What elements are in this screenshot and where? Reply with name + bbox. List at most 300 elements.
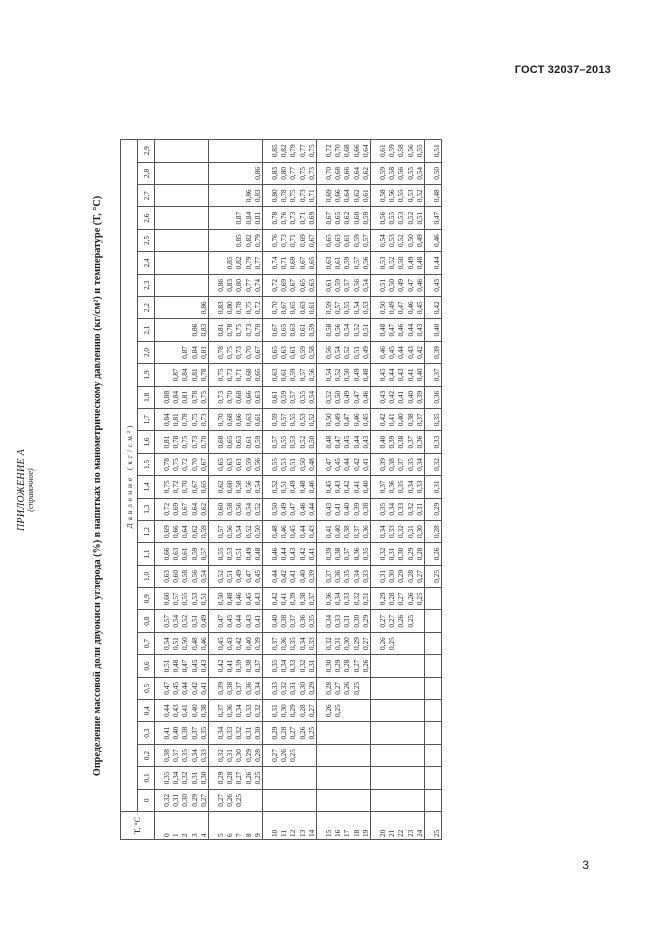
co2-value-cell: 0,63 xyxy=(171,543,180,565)
co2-value-cell: 0,47 xyxy=(432,207,442,229)
co2-value-cell: 0,35 xyxy=(361,543,371,565)
co2-value-cell: 0,32 xyxy=(180,767,189,789)
co2-value-cell xyxy=(333,744,342,766)
co2-value-cell: 0,65 xyxy=(270,341,279,363)
co2-value-cell: 0,55 xyxy=(216,543,225,565)
co2-value-cell: 0,58 xyxy=(396,139,405,162)
co2-value-cell: 0,27 xyxy=(288,722,297,744)
co2-value-cell: 0,49 xyxy=(406,252,415,274)
co2-value-cell: 0,47 xyxy=(352,386,361,408)
co2-value-cell: 0,81 xyxy=(180,386,189,408)
co2-value-cell: 0,41 xyxy=(180,700,189,722)
co2-value-cell: 0,56 xyxy=(234,498,243,520)
co2-value-cell: 0,50 xyxy=(333,386,342,408)
group-spacer xyxy=(263,139,271,839)
co2-value-cell: 0,75 xyxy=(171,453,180,475)
co2-value-cell: 0,84 xyxy=(171,386,180,408)
co2-value-cell: 0,56 xyxy=(333,319,342,341)
co2-value-cell: 0,47 xyxy=(387,319,396,341)
co2-value-cell: 0,73 xyxy=(288,207,297,229)
co2-value-cell: 0,66 xyxy=(171,520,180,542)
co2-value-cell: 0,32 xyxy=(324,632,333,654)
co2-value-cell: 0,46 xyxy=(307,476,317,498)
temperature-cell: 10 xyxy=(270,812,279,840)
co2-value-cell: 0,50 xyxy=(307,431,317,453)
co2-value-cell: 0,78 xyxy=(190,386,199,408)
co2-value-cell: 0,82 xyxy=(279,139,288,162)
co2-value-cell: 0,34 xyxy=(234,700,243,722)
co2-value-cell: 0,26 xyxy=(298,722,307,744)
co2-value-cell: 0,63 xyxy=(333,229,342,251)
co2-value-cell: 0,31 xyxy=(225,744,234,766)
co2-value-cell: 0,75 xyxy=(180,431,189,453)
co2-value-cell: 0,43 xyxy=(333,476,342,498)
pressure-value: 2,4 xyxy=(138,252,155,274)
co2-value-cell: 0,82 xyxy=(244,229,253,251)
co2-value-cell: 0,31 xyxy=(288,677,297,699)
co2-value-cell: 0,75 xyxy=(244,297,253,319)
co2-value-cell: 0,34 xyxy=(415,453,425,475)
co2-value-cell xyxy=(234,185,243,207)
co2-value-cell: 0,38 xyxy=(298,588,307,610)
co2-value-cell: 0,61 xyxy=(244,431,253,453)
co2-value-cell xyxy=(333,789,342,811)
co2-value-cell: 0,54 xyxy=(415,162,425,184)
co2-value-cell: 0,55 xyxy=(342,297,351,319)
co2-value-cell: 0,28 xyxy=(253,744,263,766)
pressure-value: 2,9 xyxy=(138,139,155,162)
co2-value-cell: 0,27 xyxy=(307,700,317,722)
co2-value-cell xyxy=(396,722,405,744)
table-body xyxy=(155,139,442,839)
co2-value-cell xyxy=(162,162,171,184)
co2-value-cell: 0,83 xyxy=(253,185,263,207)
co2-value-cell: 0,63 xyxy=(324,252,333,274)
co2-value-cell xyxy=(432,632,442,654)
co2-value-cell: 0,52 xyxy=(406,207,415,229)
co2-value-cell xyxy=(216,185,225,207)
co2-value-cell: 0,57 xyxy=(216,520,225,542)
co2-value-cell: 0,36 xyxy=(244,677,253,699)
co2-value-cell: 0,46 xyxy=(415,274,425,296)
co2-value-cell: 0,74 xyxy=(270,252,279,274)
co2-value-cell xyxy=(387,677,396,699)
co2-value-cell xyxy=(406,789,415,811)
co2-value-cell: 0,42 xyxy=(378,408,387,430)
pressure-value: 2,3 xyxy=(138,274,155,296)
co2-value-cell: 0,62 xyxy=(199,498,209,520)
co2-value-cell: 0,56 xyxy=(253,453,263,475)
co2-value-cell: 0,64 xyxy=(190,498,199,520)
pressure-value: 0,3 xyxy=(138,722,155,744)
pressure-value: 1,7 xyxy=(138,408,155,430)
co2-value-cell: 0,54 xyxy=(171,610,180,632)
co2-value-cell: 0,42 xyxy=(298,543,307,565)
co2-value-cell: 0,56 xyxy=(378,207,387,229)
co2-value-cell: 0,53 xyxy=(288,431,297,453)
table-row xyxy=(199,139,209,839)
co2-value-cell: 0,61 xyxy=(270,386,279,408)
pressure-value: 1,3 xyxy=(138,498,155,520)
co2-value-cell: 0,85 xyxy=(234,229,243,251)
co2-value-cell: 0,44 xyxy=(234,610,243,632)
temperature-cell: 24 xyxy=(415,812,425,840)
co2-value-cell xyxy=(415,722,425,744)
co2-value-cell: 0,70 xyxy=(225,386,234,408)
co2-value-cell xyxy=(307,767,317,789)
co2-value-cell: 0,41 xyxy=(162,722,171,744)
co2-value-cell: 0,65 xyxy=(298,274,307,296)
co2-value-cell: 0,60 xyxy=(162,588,171,610)
co2-value-cell: 0,56 xyxy=(361,252,371,274)
pressure-values-row xyxy=(138,139,155,839)
co2-value-cell: 0,83 xyxy=(216,297,225,319)
co2-value-cell xyxy=(162,185,171,207)
co2-value-cell: 0,45 xyxy=(387,341,396,363)
co2-value-cell: 0,48 xyxy=(432,185,442,207)
co2-value-cell: 0,29 xyxy=(406,543,415,565)
pressure-value: 0,5 xyxy=(138,677,155,699)
co2-value-cell: 0,65 xyxy=(333,207,342,229)
page-number: 3 xyxy=(582,858,589,872)
co2-value-cell: 0,37 xyxy=(324,565,333,587)
co2-value-cell: 0,30 xyxy=(396,543,405,565)
co2-value-cell: 0,51 xyxy=(288,453,297,475)
co2-value-cell: 0,67 xyxy=(270,319,279,341)
co2-value-cell: 0,70 xyxy=(180,476,189,498)
co2-value-cell: 0,25 xyxy=(288,744,297,766)
co2-value-cell xyxy=(180,252,189,274)
co2-value-cell: 0,29 xyxy=(378,588,387,610)
co2-value-cell: 0,58 xyxy=(324,319,333,341)
co2-value-cell: 0,52 xyxy=(352,319,361,341)
co2-value-cell xyxy=(342,789,351,811)
co2-value-cell: 0,72 xyxy=(324,139,333,162)
co2-value-cell: 0,54 xyxy=(244,498,253,520)
co2-value-cell: 0,29 xyxy=(190,789,199,811)
co2-value-cell: 0,49 xyxy=(333,408,342,430)
co2-value-cell: 0,64 xyxy=(352,162,361,184)
co2-value-cell: 0,40 xyxy=(171,722,180,744)
co2-value-cell: 0,34 xyxy=(190,744,199,766)
co2-value-cell: 0,72 xyxy=(171,476,180,498)
co2-value-cell: 0,40 xyxy=(190,700,199,722)
co2-value-cell: 0,50 xyxy=(324,408,333,430)
pressure-value: 2,1 xyxy=(138,319,155,341)
co2-value-cell: 0,50 xyxy=(342,364,351,386)
co2-value-cell: 0,47 xyxy=(333,431,342,453)
co2-value-cell: 0,73 xyxy=(279,229,288,251)
co2-value-cell xyxy=(180,274,189,296)
co2-value-cell: 0,54 xyxy=(342,319,351,341)
co2-value-cell: 0,33 xyxy=(199,744,209,766)
table-row xyxy=(234,139,243,839)
co2-value-cell: 0,54 xyxy=(234,520,243,542)
co2-value-cell: 0,86 xyxy=(190,319,199,341)
co2-value-cell xyxy=(387,744,396,766)
co2-value-cell: 0,47 xyxy=(406,274,415,296)
co2-value-cell xyxy=(171,185,180,207)
co2-value-cell: 0,67 xyxy=(279,297,288,319)
co2-value-cell: 0,52 xyxy=(396,229,405,251)
co2-value-cell: 0,68 xyxy=(244,364,253,386)
co2-value-cell: 0,75 xyxy=(162,476,171,498)
co2-value-cell: 0,45 xyxy=(415,297,425,319)
temperature-cell: 13 xyxy=(298,812,307,840)
co2-value-cell: 0,48 xyxy=(378,319,387,341)
co2-value-cell: 0,56 xyxy=(396,162,405,184)
co2-value-cell: 0,40 xyxy=(270,610,279,632)
co2-value-cell: 0,57 xyxy=(333,297,342,319)
pressure-value: 1,0 xyxy=(138,565,155,587)
co2-value-cell: 0,27 xyxy=(415,565,425,587)
co2-value-cell xyxy=(352,700,361,722)
co2-value-cell: 0,71 xyxy=(234,364,243,386)
co2-value-cell: 0,72 xyxy=(162,498,171,520)
co2-value-cell: 0,39 xyxy=(234,655,243,677)
co2-value-cell: 0,50 xyxy=(396,252,405,274)
co2-value-cell: 0,25 xyxy=(406,610,415,632)
co2-value-cell: 0,34 xyxy=(298,632,307,654)
co2-value-cell: 0,43 xyxy=(324,498,333,520)
table-caption: Определение массовой доли двуокиси углерода (%) в напитках по манометрическому давлению (кг/см²) и температуре (T, °C) xyxy=(92,195,103,777)
co2-value-cell: 0,43 xyxy=(225,632,234,654)
temperature-cell: 18 xyxy=(352,812,361,840)
co2-value-cell: 0,42 xyxy=(216,655,225,677)
co2-value-cell xyxy=(253,789,263,811)
co2-value-cell: 0,34 xyxy=(324,610,333,632)
co2-value-cell: 0,51 xyxy=(225,565,234,587)
co2-value-cell xyxy=(216,139,225,162)
co2-value-cell: 0,25 xyxy=(307,722,317,744)
co2-value-cell: 0,41 xyxy=(406,364,415,386)
co2-value-cell: 0,26 xyxy=(406,588,415,610)
co2-value-cell: 0,86 xyxy=(199,297,209,319)
co2-value-cell: 0,26 xyxy=(342,677,351,699)
co2-value-cell: 0,66 xyxy=(244,386,253,408)
co2-value-cell xyxy=(378,744,387,766)
co2-value-cell: 0,45 xyxy=(253,565,263,587)
co2-value-cell: 0,69 xyxy=(298,229,307,251)
co2-value-cell: 0,37 xyxy=(342,543,351,565)
co2-value-cell: 0,67 xyxy=(288,274,297,296)
co2-value-cell: 0,58 xyxy=(378,185,387,207)
co2-value-cell: 0,33 xyxy=(432,431,442,453)
co2-value-cell: 0,49 xyxy=(387,297,396,319)
co2-value-cell xyxy=(324,722,333,744)
co2-value-cell: 0,25 xyxy=(352,677,361,699)
co2-value-cell: 0,59 xyxy=(333,274,342,296)
co2-value-cell: 0,47 xyxy=(342,408,351,430)
co2-value-cell: 0,60 xyxy=(352,207,361,229)
co2-value-cell: 0,51 xyxy=(352,341,361,363)
co2-value-cell: 0,35 xyxy=(396,476,405,498)
co2-value-cell: 0,47 xyxy=(216,610,225,632)
co2-value-cell: 0,31 xyxy=(270,700,279,722)
co2-value-cell: 0,50 xyxy=(253,520,263,542)
co2-value-cell xyxy=(378,767,387,789)
co2-value-cell: 0,29 xyxy=(244,744,253,766)
co2-value-cell: 0,63 xyxy=(288,319,297,341)
co2-value-cell: 0,33 xyxy=(396,498,405,520)
co2-value-cell: 0,55 xyxy=(288,408,297,430)
co2-value-cell: 0,38 xyxy=(199,700,209,722)
co2-value-cell: 0,76 xyxy=(279,207,288,229)
co2-value-cell: 0,29 xyxy=(333,655,342,677)
co2-value-cell xyxy=(342,700,351,722)
co2-value-cell: 0,35 xyxy=(406,453,415,475)
co2-value-cell: 0,61 xyxy=(342,229,351,251)
co2-value-cell: 0,39 xyxy=(387,431,396,453)
co2-value-cell: 0,37 xyxy=(396,453,405,475)
co2-value-cell: 0,50 xyxy=(298,453,307,475)
co2-value-cell: 0,46 xyxy=(378,341,387,363)
temperature-cell: 22 xyxy=(396,812,405,840)
co2-value-cell: 0,37 xyxy=(190,722,199,744)
co2-value-cell: 0,60 xyxy=(225,476,234,498)
co2-value-cell: 0,68 xyxy=(342,139,351,162)
co2-value-cell: 0,65 xyxy=(225,431,234,453)
pressure-value: 2,5 xyxy=(138,229,155,251)
co2-value-cell: 0,81 xyxy=(216,319,225,341)
co2-value-cell: 0,37 xyxy=(378,476,387,498)
co2-value-cell: 0,87 xyxy=(171,364,180,386)
co2-value-cell: 0,52 xyxy=(244,520,253,542)
co2-value-cell xyxy=(199,252,209,274)
co2-value-cell xyxy=(298,767,307,789)
co2-value-cell: 0,34 xyxy=(406,476,415,498)
co2-value-cell xyxy=(378,722,387,744)
co2-value-cell: 0,46 xyxy=(279,520,288,542)
co2-value-cell: 0,36 xyxy=(352,543,361,565)
co2-value-cell xyxy=(387,655,396,677)
co2-value-cell: 0,73 xyxy=(307,162,317,184)
co2-value-cell xyxy=(225,162,234,184)
co2-value-cell: 0,42 xyxy=(432,297,442,319)
co2-value-cell: 0,49 xyxy=(342,386,351,408)
co2-value-cell xyxy=(406,700,415,722)
co2-value-cell: 0,69 xyxy=(162,520,171,542)
co2-value-cell: 0,78 xyxy=(279,185,288,207)
co2-value-cell: 0,51 xyxy=(171,632,180,654)
co2-value-cell: 0,37 xyxy=(432,364,442,386)
co2-value-cell xyxy=(171,162,180,184)
co2-value-cell: 0,41 xyxy=(288,565,297,587)
co2-value-cell: 0,50 xyxy=(387,274,396,296)
co2-value-cell: 0,34 xyxy=(387,498,396,520)
co2-value-cell xyxy=(216,229,225,251)
co2-value-cell: 0,78 xyxy=(171,431,180,453)
co2-value-cell: 0,61 xyxy=(279,364,288,386)
co2-value-cell: 0,34 xyxy=(333,588,342,610)
co2-value-cell: 0,77 xyxy=(244,274,253,296)
temperature-cell: 1 xyxy=(171,812,180,840)
co2-value-cell xyxy=(307,744,317,766)
co2-value-cell: 0,72 xyxy=(253,297,263,319)
co2-value-cell: 0,48 xyxy=(253,543,263,565)
co2-value-cell xyxy=(432,722,442,744)
co2-value-cell: 0,30 xyxy=(342,632,351,654)
co2-value-cell: 0,41 xyxy=(333,498,342,520)
co2-value-cell: 0,61 xyxy=(298,319,307,341)
co2-value-cell: 0,83 xyxy=(270,162,279,184)
table-row xyxy=(180,139,189,839)
co2-value-cell: 0,35 xyxy=(288,632,297,654)
co2-value-cell: 0,44 xyxy=(298,520,307,542)
co2-value-cell: 0,33 xyxy=(415,476,425,498)
co2-value-cell: 0,48 xyxy=(361,364,371,386)
co2-value-cell xyxy=(279,789,288,811)
co2-value-cell: 0,65 xyxy=(324,229,333,251)
co2-value-cell: 0,47 xyxy=(180,655,189,677)
co2-value-cell xyxy=(378,655,387,677)
co2-value-cell xyxy=(396,700,405,722)
table-row xyxy=(162,139,171,839)
co2-value-cell: 0,47 xyxy=(244,565,253,587)
co2-value-cell: 0,38 xyxy=(225,677,234,699)
co2-value-cell: 0,25 xyxy=(387,632,396,654)
co2-value-cell: 0,84 xyxy=(162,408,171,430)
co2-value-cell: 0,87 xyxy=(180,341,189,363)
appendix-title: ПРИЛОЖЕНИЕ А xyxy=(16,448,27,532)
co2-value-cell: 0,54 xyxy=(324,364,333,386)
co2-value-cell: 0,75 xyxy=(298,162,307,184)
co2-value-cell: 0,28 xyxy=(406,565,415,587)
co2-value-cell: 0,44 xyxy=(396,341,405,363)
co2-value-cell: 0,39 xyxy=(288,588,297,610)
co2-value-cell: 0,31 xyxy=(361,588,371,610)
co2-value-cell: 0,48 xyxy=(307,453,317,475)
co2-value-cell: 0,67 xyxy=(307,229,317,251)
co2-value-cell: 0,88 xyxy=(162,386,171,408)
co2-value-cell: 0,86 xyxy=(253,162,263,184)
table-row xyxy=(279,139,288,839)
co2-value-cell: 0,70 xyxy=(190,453,199,475)
co2-value-cell: 0,71 xyxy=(288,229,297,251)
co2-value-cell: 0,48 xyxy=(415,252,425,274)
co2-value-cell: 0,30 xyxy=(324,655,333,677)
co2-value-cell: 0,40 xyxy=(298,565,307,587)
co2-value-cell: 0,76 xyxy=(270,229,279,251)
co2-value-cell xyxy=(387,789,396,811)
co2-value-cell: 0,45 xyxy=(171,677,180,699)
co2-value-cell: 0,52 xyxy=(216,565,225,587)
co2-value-cell: 0,46 xyxy=(270,543,279,565)
co2-value-cell: 0,44 xyxy=(342,453,351,475)
co2-value-cell: 0,49 xyxy=(415,229,425,251)
co2-value-cell: 0,45 xyxy=(333,453,342,475)
co2-value-cell: 0,73 xyxy=(298,185,307,207)
co2-value-cell: 0,62 xyxy=(352,185,361,207)
co2-value-cell: 0,31 xyxy=(387,543,396,565)
co2-value-cell: 0,79 xyxy=(288,139,297,162)
co2-value-cell: 0,61 xyxy=(307,297,317,319)
co2-value-cell: 0,31 xyxy=(415,498,425,520)
co2-value-cell: 0,55 xyxy=(406,162,415,184)
co2-value-cell: 0,83 xyxy=(225,274,234,296)
co2-value-cell: 0,41 xyxy=(225,655,234,677)
co2-value-cell: 0,41 xyxy=(199,677,209,699)
table-row xyxy=(298,139,307,839)
co2-value-cell: 0,32 xyxy=(406,498,415,520)
co2-value-cell: 0,70 xyxy=(244,341,253,363)
co2-value-cell: 0,55 xyxy=(270,453,279,475)
co2-value-cell: 0,63 xyxy=(253,386,263,408)
co2-value-cell: 0,29 xyxy=(361,610,371,632)
co2-value-cell xyxy=(415,632,425,654)
co2-value-cell: 0,37 xyxy=(270,632,279,654)
co2-value-cell: 0,43 xyxy=(199,655,209,677)
